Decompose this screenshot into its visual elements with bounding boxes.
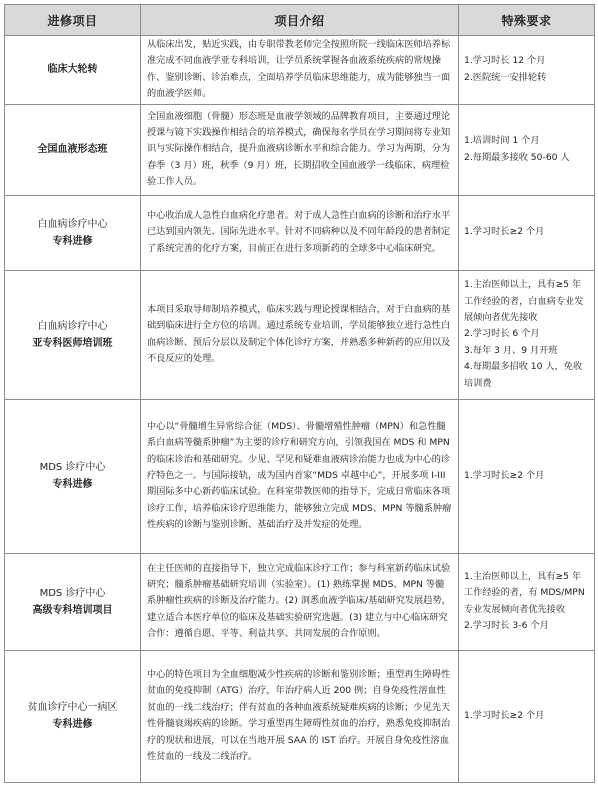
project-center-name: 白血病诊疗中心 [37, 218, 108, 230]
project-introduction: 在主任医师的直接指导下，独立完成临床诊疗工作；参与科室新药临床试验研究；髓系肿瘤基础研究培训（实验室）。(1) 熟练掌握 MDS、MPN 等髓系肿瘤性疾病的诊断及治疗能力。(2) 洞悉血液学临床/基础研究发展趋势，建立适合本医疗单位的临床及基础实验研究选题。(3) 建立与中心临床研究合作：遵循自愿、平等、利益共享、共同发展的合作原则。 [141, 553, 459, 650]
project-center-name: MDS 诊疗中心 [39, 587, 106, 599]
table-body [5, 36, 595, 783]
requirements-cell [459, 104, 595, 195]
table-header-row [5, 5, 595, 36]
requirements-cell [459, 270, 595, 399]
table-row [5, 195, 595, 270]
project-center-name: 贫血诊疗中心一病区 [27, 702, 118, 714]
project-title: 专科进修 [52, 235, 93, 247]
table-row [5, 650, 595, 782]
table-row [5, 36, 595, 105]
project-name-cell [5, 270, 141, 399]
project-introduction: 中心的特色项目为全血细胞减少性疾病的诊断和鉴别诊断；重型再生障碍性贫血的免疫抑制（ATG）治疗，年治疗病人近 200 例；自身免疫性溶血性贫血的一线二线治疗；伴有贫血的各种血液系统疑难疾病的诊断；少见先天性骨髓衰竭疾病的诊断。学习重型再生障碍性贫血的治疗，熟悉免疫抑制治疗的现状和进展，可以在当地开展 SAA 的 IST 治疗。开展自身免疫性溶血性贫血的一线及二线治疗。 [141, 650, 459, 782]
table-row [5, 553, 595, 650]
project-name-cell [5, 553, 141, 650]
requirement-item: 1.学习时长≥2 个月 [464, 226, 545, 238]
header-project: 进修项目 [5, 5, 141, 36]
project-center-name: MDS 诊疗中心 [39, 462, 106, 474]
project-introduction: 中心以“骨髓增生异常综合征（MDS）、骨髓增殖性肿瘤（MPN）和急性髓系白血病等髓系肿瘤”为主要的诊疗和研究方向，引领我国在 MDS 和 MPN 的临床诊治和基础研究。少见、罕见和疑难血液病诊治能力也成为中心的诊疗特色之一。与国际接轨，成为国内首家“MDS 卓越中心”，开展多项 I-III 期国际多中心新药临床试验。在科室带教医师的指导下，完成日常临床各项诊疗工作，培养临床诊疗思维能力，能够独立完成 MDS、MPN 等髓系肿瘤性疾病的诊断与鉴别诊断、基础治疗及并发症的处理。 [141, 399, 459, 553]
requirements-cell [459, 399, 595, 553]
project-title: 高级专科培训项目 [32, 604, 113, 616]
project-name-cell [5, 104, 141, 195]
requirements-cell [459, 650, 595, 782]
requirement-item: 3.每年 3 月、9 月开班 [464, 344, 558, 356]
project-name-cell [5, 399, 141, 553]
requirement-item: 2.医院统一安排轮转 [464, 71, 547, 83]
project-title: 专科进修 [52, 719, 93, 731]
requirement-item: 1.主治医师以上，具有≥5 年工作经验的者，有 MDS/MPN 专业发展倾向者优先接收 [464, 570, 585, 615]
project-introduction: 全国血液细胞（骨髓）形态班是血液学领域的品牌教育项目，主要通过理论授课与镜下实践操作相结合的培养模式，确保每名学员在学习期间将专业知识与实际操作相结合，提升血液病诊断水平和综合能力。学习为两期，分为春季（3 月）班，秋季（9 月）班，长期招收全国血液学一线临床、病理检验工作人员。 [141, 104, 459, 195]
table-row [5, 399, 595, 553]
table-row [5, 270, 595, 399]
project-name-cell [5, 650, 141, 782]
project-center-name: 白血病诊疗中心 [37, 320, 108, 332]
requirement-item: 1.学习时长≥2 个月 [464, 469, 545, 481]
training-program-table [4, 4, 595, 783]
requirement-item: 1.学习时长 12 个月 [464, 55, 546, 67]
project-title: 临床大轮转 [47, 64, 98, 76]
project-name-cell [5, 195, 141, 270]
project-title: 亚专科医师培训班 [32, 337, 113, 349]
project-title: 专科进修 [52, 479, 93, 491]
requirement-item: 1.主治医师以上，具有≥5 年工作经验的者，白血病专业发展倾向者优先接收 [464, 279, 584, 324]
requirement-item: 2.每期最多接收 50-60 人 [464, 151, 570, 163]
requirements-cell [459, 195, 595, 270]
requirement-item: 2.学习时长 3-6 个月 [464, 620, 549, 632]
requirement-item: 1.学习时长≥2 个月 [464, 709, 545, 721]
project-introduction: 中心收治成人急性白血病化疗患者。对于成人急性白血病的诊断和治疗水平已达到国内领先、国际先进水平。针对不同病种以及不同年龄段的患者制定了系统完善的化疗方案，目前正在进行多项新药的全球多中心临床研究。 [141, 195, 459, 270]
requirements-cell [459, 36, 595, 105]
requirement-item: 2.学习时长 6 个月 [464, 328, 540, 340]
table-row [5, 104, 595, 195]
header-introduction: 项目介绍 [141, 5, 459, 36]
project-title: 全国血液形态班 [37, 144, 108, 156]
requirement-item: 4.每期最多招收 10 人，免收培训费 [464, 361, 583, 389]
project-introduction: 从临床出发，贴近实践，由专职带教老师完全按照所院一线临床医师培养标准完成不同血液学亚专科培训，让学员系统掌握各血液系统疾病的常规操作、鉴别诊断、诊治难点，全面培养学员临床思维能力，成为能够独当一面的血液学医师。 [141, 36, 459, 105]
project-introduction: 本项目采取导师制培养模式，临床实践与理论授课相结合，对于白血病的基础到临床进行全方位的培训。通过系统专业培训，学员能够独立进行急性白血病诊断、预后分层以及制定个体化诊疗方案，并熟悉多种新药的应用以及不良反应的处理。 [141, 270, 459, 399]
project-name-cell [5, 36, 141, 105]
header-requirements: 特殊要求 [459, 5, 595, 36]
requirements-cell [459, 553, 595, 650]
requirement-item: 1.培训时间 1 个月 [464, 135, 540, 147]
